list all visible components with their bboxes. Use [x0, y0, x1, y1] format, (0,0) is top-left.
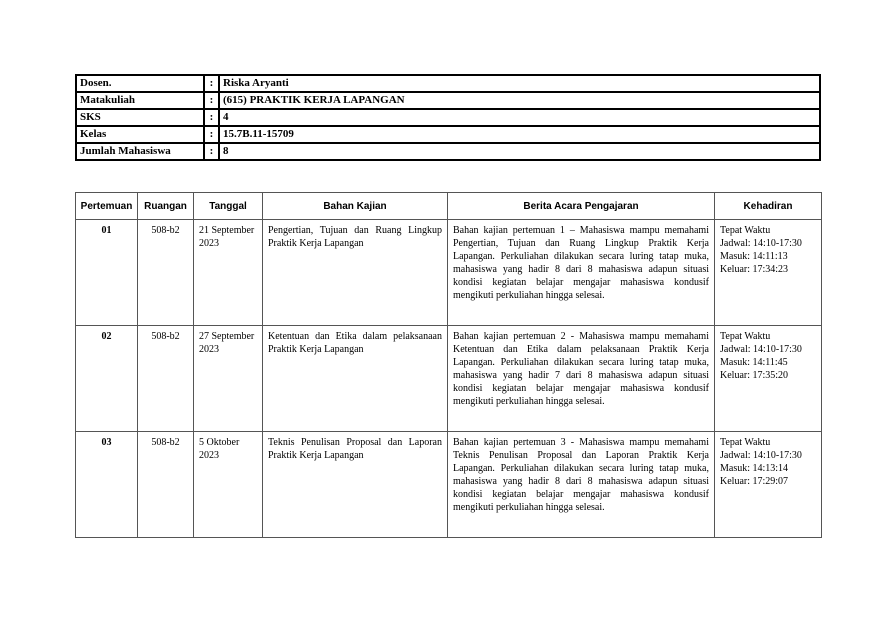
kehadiran-keluar: Keluar: 17:34:23: [720, 264, 789, 275]
info-row-kelas: [76, 126, 820, 143]
header-bahan-kajian: Bahan Kajian: [263, 193, 448, 220]
table-row: [76, 326, 822, 432]
ruangan-cell: 508-b2: [138, 326, 194, 432]
info-label: Dosen.: [76, 75, 204, 92]
tanggal-cell: 27 September 2023: [194, 326, 263, 432]
kehadiran-masuk: Masuk: 14:11:13: [720, 251, 788, 262]
ruangan-cell: 508-b2: [138, 432, 194, 538]
kehadiran-cell: [715, 432, 822, 538]
info-separator: :: [204, 126, 219, 143]
bahan-kajian-cell: Pengertian, Tujuan dan Ruang Lingkup Praktik Kerja Lapangan: [263, 220, 448, 326]
header-berita-acara: Berita Acara Pengajaran: [448, 193, 715, 220]
header-pertemuan: Pertemuan: [76, 193, 138, 220]
kehadiran-keluar: Keluar: 17:29:07: [720, 476, 789, 487]
info-separator: :: [204, 143, 219, 160]
info-separator: :: [204, 109, 219, 126]
info-label: Kelas: [76, 126, 204, 143]
table-row: [76, 432, 822, 538]
kehadiran-masuk: Masuk: 14:11:45: [720, 357, 788, 368]
kehadiran-status: Tepat Waktu: [720, 331, 771, 342]
kehadiran-jadwal: Jadwal: 14:10-17:30: [720, 344, 802, 355]
info-label: Matakuliah: [76, 92, 204, 109]
pertemuan-cell: 01: [76, 220, 138, 326]
kehadiran-status: Tepat Waktu: [720, 225, 771, 236]
pertemuan-cell: 03: [76, 432, 138, 538]
table-row: [76, 220, 822, 326]
berita-acara-cell: Bahan kajian pertemuan 3 - Mahasiswa mampu memahami Teknis Penulisan Proposal dan Laporan Praktik Kerja Lapangan. Perkuliahan dilakukan secara luring tatap muka, mahasiswa yang hadir 8 dari 8 mahasiswa adapun situasi kondisi kegiatan belajar mengajar mahasiswa kondusif mengikuti perkuliahan hingga selesai.: [448, 432, 715, 538]
kehadiran-keluar: Keluar: 17:35:20: [720, 370, 789, 381]
kehadiran-status: Tepat Waktu: [720, 437, 771, 448]
bahan-kajian-cell: Ketentuan dan Etika dalam pelaksanaan Praktik Kerja Lapangan: [263, 326, 448, 432]
course-info-table: [75, 74, 821, 161]
kehadiran-cell: [715, 220, 822, 326]
berita-acara-cell: Bahan kajian pertemuan 2 - Mahasiswa mampu memahami Ketentuan dan Etika dalam pelaksanaan Praktik Kerja Lapangan. Perkuliahan dilakukan secara luring tatap muka, mahasiswa yang hadir 7 dari 8 mahasiswa adapun situasi kondisi kegiatan belajar mengajar mahasiswa kondusif mengikuti perkuliahan hingga selesai.: [448, 326, 715, 432]
pertemuan-cell: 02: [76, 326, 138, 432]
info-row-matakuliah: [76, 92, 820, 109]
tanggal-cell: 21 September 2023: [194, 220, 263, 326]
info-value: 15.7B.11-15709: [219, 126, 820, 143]
info-separator: :: [204, 75, 219, 92]
info-label: SKS: [76, 109, 204, 126]
header-tanggal: Tanggal: [194, 193, 263, 220]
info-value: 8: [219, 143, 820, 160]
info-value: (615) PRAKTIK KERJA LAPANGAN: [219, 92, 820, 109]
ruangan-cell: 508-b2: [138, 220, 194, 326]
bahan-kajian-cell: Teknis Penulisan Proposal dan Laporan Praktik Kerja Lapangan: [263, 432, 448, 538]
kehadiran-jadwal: Jadwal: 14:10-17:30: [720, 238, 802, 249]
info-row-sks: [76, 109, 820, 126]
berita-acara-cell: Bahan kajian pertemuan 1 – Mahasiswa mampu memahami Pengertian, Tujuan dan Ruang Lingkup Praktik Kerja Lapangan. Perkuliahan dilakukan secara luring tatap muka, mahasiswa yang hadir 8 dari 8 mahasiswa adapun situasi kondisi kegiatan belajar mengajar mahasiswa kondusif mengikuti perkuliahan hingga selesai.: [448, 220, 715, 326]
kehadiran-masuk: Masuk: 14:13:14: [720, 463, 789, 474]
header-ruangan: Ruangan: [138, 193, 194, 220]
schedule-table: [75, 192, 822, 538]
info-label: Jumlah Mahasiswa: [76, 143, 204, 160]
info-row-jumlah-mahasiswa: [76, 143, 820, 160]
info-value: 4: [219, 109, 820, 126]
kehadiran-jadwal: Jadwal: 14:10-17:30: [720, 450, 802, 461]
schedule-header-row: [76, 193, 822, 220]
tanggal-cell: 5 Oktober 2023: [194, 432, 263, 538]
info-row-dosen: [76, 75, 820, 92]
kehadiran-cell: [715, 326, 822, 432]
header-kehadiran: Kehadiran: [715, 193, 822, 220]
info-value: Riska Aryanti: [219, 75, 820, 92]
info-separator: :: [204, 92, 219, 109]
